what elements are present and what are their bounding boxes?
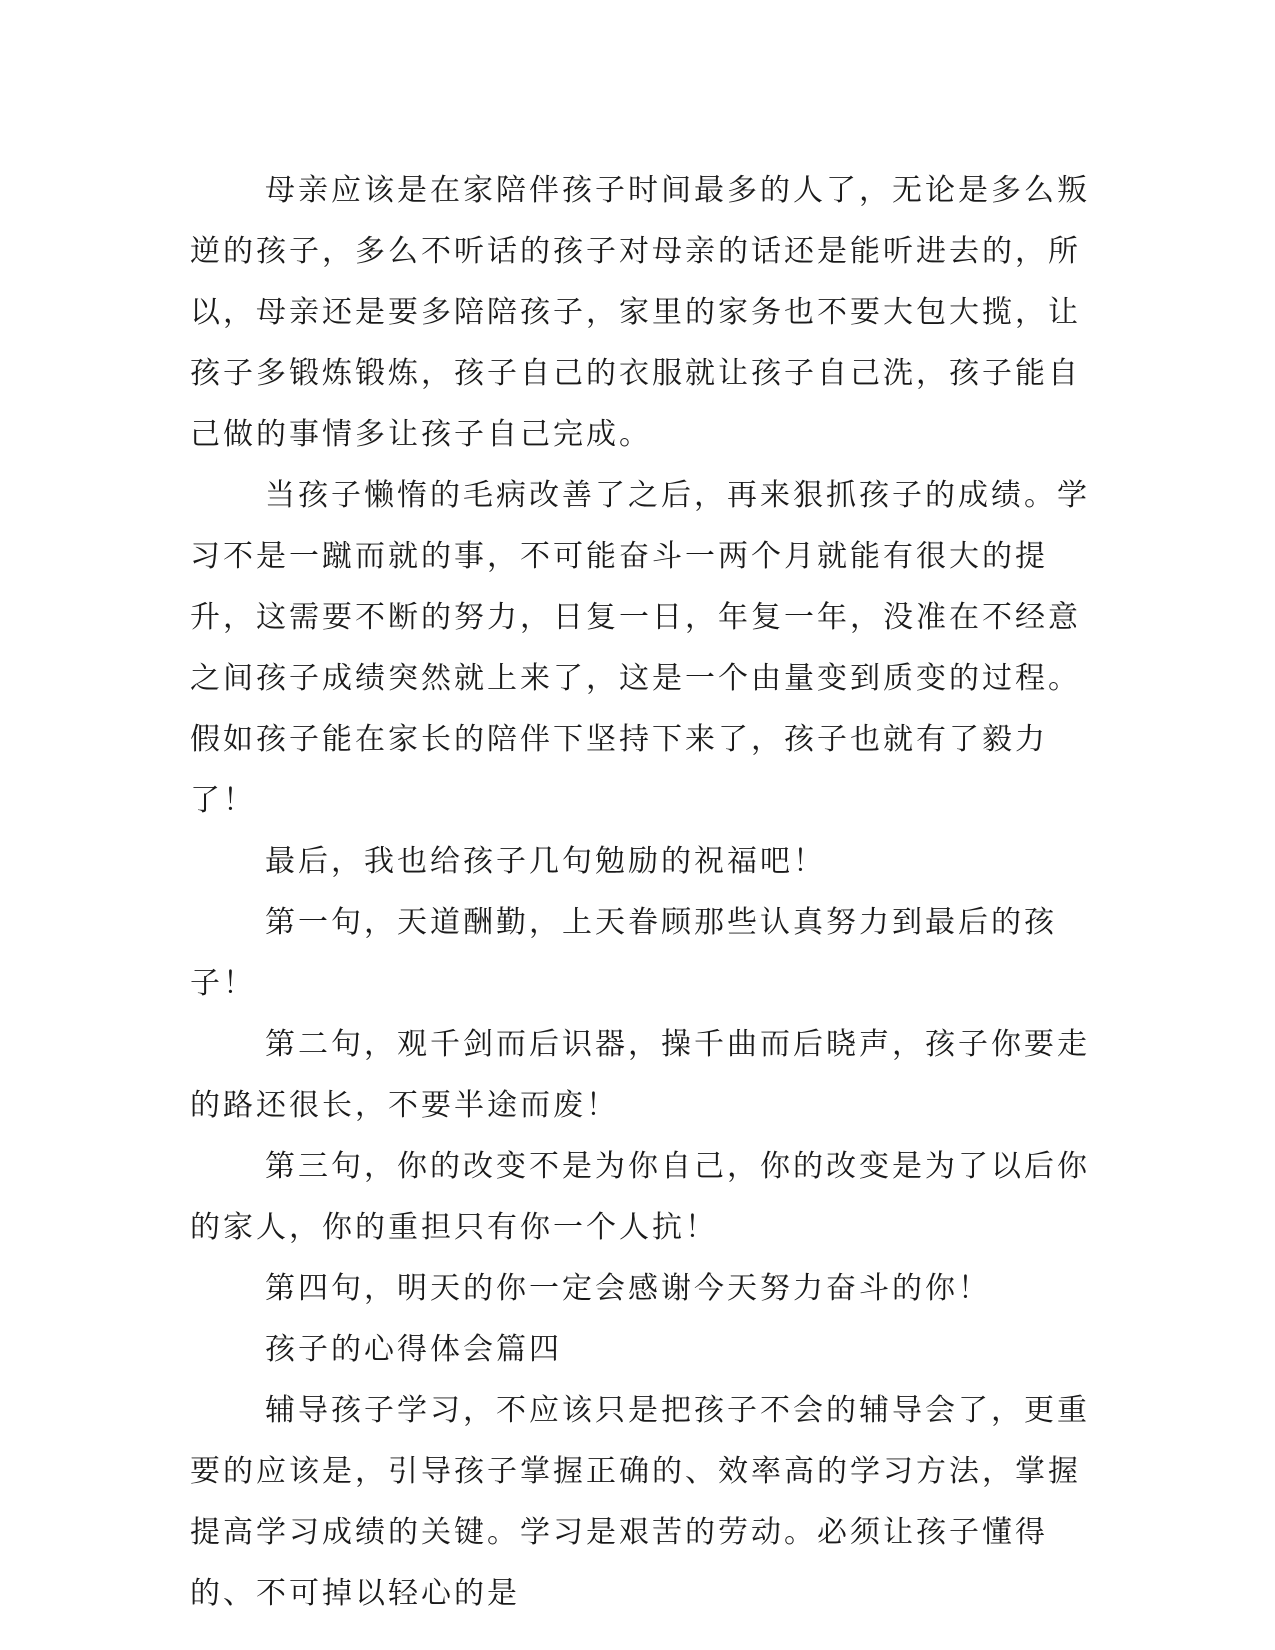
paragraph-blessing-intro: 最后，我也给孩子几句勉励的祝福吧！ bbox=[265, 844, 826, 879]
paragraph-blessing-fourth: 第四句，明天的你一定会感谢今天努力奋斗的你！ bbox=[265, 1271, 991, 1306]
paragraph-blessing-first: 第一句，天道酬勤，上天眷顾那些认真努力到最后的孩子！ bbox=[190, 905, 1057, 1001]
paragraph-tutoring: 辅导孩子学习，不应该只是把孩子不会的辅导会了，更重要的应该是，引导孩子掌握正确的、效率高的学习方法，掌握提高学习成绩的关键。学习是艰苦的劳动。必须让孩子懂得的、不可掉以轻心的是 bbox=[190, 1393, 1090, 1611]
paragraph-mother-companionship: 母亲应该是在家陪伴孩子时间最多的人了，无论是多么叛逆的孩子，多么不听话的孩子对母亲的话还是能听进去的，所以，母亲还是要多陪陪孩子，家里的家务也不要大包大揽，让孩子多锻炼锻炼，孩子自己的衣服就让孩子自己洗，孩子能自己做的事情多让孩子自己完成。 bbox=[190, 173, 1090, 452]
paragraph-improve-grades: 当孩子懒惰的毛病改善了之后，再来狠抓孩子的成绩。学习不是一蹴而就的事，不可能奋斗一两个月就能有很大的提升，这需要不断的努力，日复一日，年复一年，没准在不经意之间孩子成绩突然就上来了，这是一个由量变到质变的过程。假如孩子能在家长的陪伴下坚持下来了，孩子也就有了毅力了！ bbox=[190, 478, 1090, 818]
document-body bbox=[190, 160, 1090, 1624]
paragraph-blessing-second: 第二句，观千剑而后识器，操千曲而后晓声，孩子你要走的路还很长，不要半途而废！ bbox=[190, 1027, 1090, 1123]
section-heading: 孩子的心得体会篇四 bbox=[265, 1332, 562, 1367]
paragraph-blessing-third: 第三句，你的改变不是为你自己，你的改变是为了以后你的家人，你的重担只有你一个人抗！ bbox=[190, 1149, 1090, 1245]
